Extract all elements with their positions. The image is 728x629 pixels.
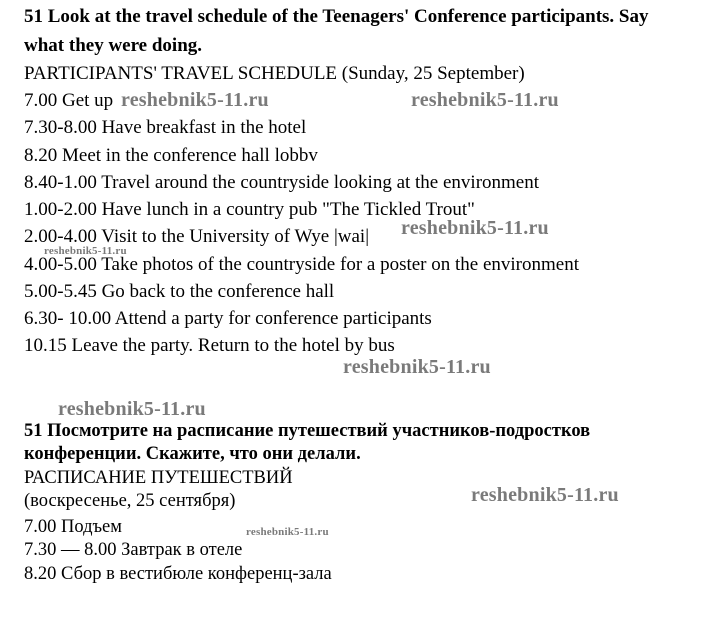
schedule-item-ru: 8.20 Сбор в вестибюле конференц-зала [24, 564, 332, 584]
schedule-item: 1.00-2.00 Have lunch in a country pub "The Tickled Trout" [24, 199, 475, 220]
watermark: reshebnik5-11.ru [44, 245, 127, 257]
schedule-item: 8.20 Meet in the conference hall lobbv [24, 145, 318, 166]
watermark: reshebnik5-11.ru [343, 356, 491, 378]
watermark: reshebnik5-11.ru [246, 526, 329, 538]
exercise-heading-ru-line2: конференции. Скажите, что они делали. [24, 444, 361, 464]
schedule-item: 5.00-5.45 Go back to the conference hall [24, 281, 335, 302]
watermark: reshebnik5-11.ru [411, 89, 559, 111]
watermark: reshebnik5-11.ru [121, 89, 269, 111]
schedule-title-ru: РАСПИСАНИЕ ПУТЕШЕСТВИЙ [24, 468, 293, 488]
schedule-item: 7.00 Get up [24, 90, 114, 111]
watermark: reshebnik5-11.ru [58, 398, 206, 420]
schedule-item-ru: 7.30 — 8.00 Завтрак в отеле [24, 540, 243, 560]
watermark: reshebnik5-11.ru [401, 217, 549, 239]
schedule-item-ru: 7.00 Подъем [24, 517, 122, 537]
watermark: reshebnik5-11.ru [471, 484, 619, 506]
exercise-heading-ru-line1: 51 Посмотрите на расписание путешествий участников-подростков [24, 421, 591, 441]
schedule-item: 6.30- 10.00 Attend a party for conference participants [24, 308, 432, 329]
schedule-item: 8.40-1.00 Travel around the countryside looking at the environment [24, 172, 540, 193]
schedule-item: 4.00-5.00 Take photos of the countryside for a poster on the environment [24, 254, 579, 275]
exercise-heading-en-line2: what they were doing. [24, 35, 203, 56]
schedule-title-en: PARTICIPANTS' TRAVEL SCHEDULE (Sunday, 25 September) [24, 63, 525, 84]
schedule-item: 7.30-8.00 Have breakfast in the hotel [24, 117, 307, 138]
schedule-item: 10.15 Leave the party. Return to the hotel by bus [24, 335, 395, 356]
schedule-item: 2.00-4.00 Visit to the University of Wye |wai| [24, 226, 369, 247]
exercise-heading-en-line1: 51 Look at the travel schedule of the Teenagers' Conference participants. Say [24, 6, 649, 27]
schedule-date-ru: (воскресенье, 25 сентября) [24, 491, 236, 511]
